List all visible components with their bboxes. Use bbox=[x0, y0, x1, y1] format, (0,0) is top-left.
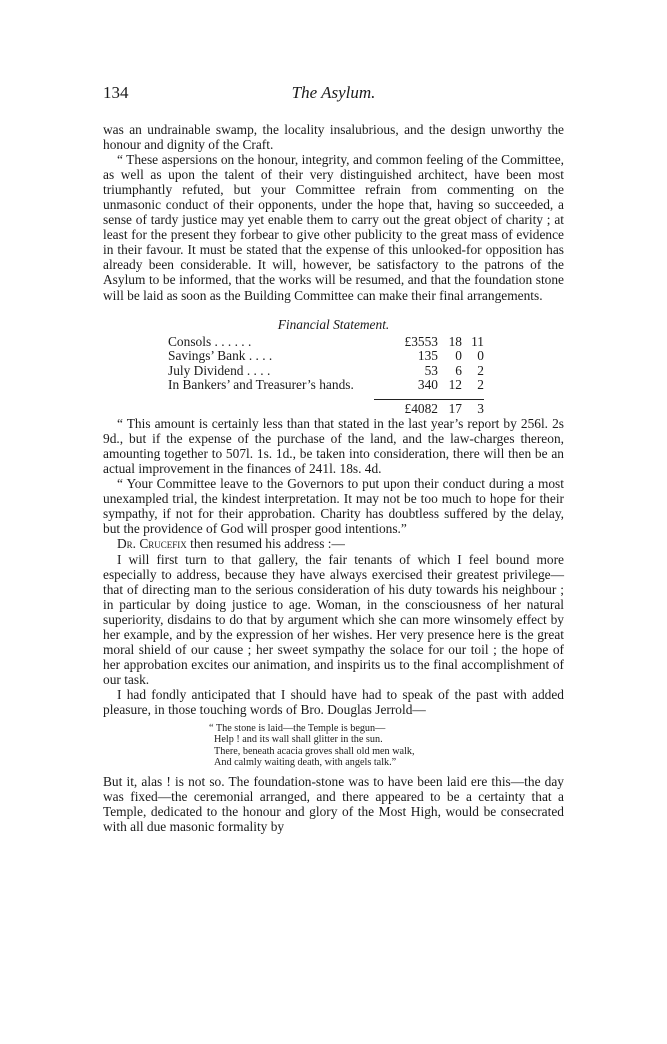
table-row bbox=[168, 335, 484, 350]
paragraph: was an undrainable swamp, the locality insalubrious, and the design unworthy the honour and dignity of the Craft. bbox=[103, 122, 564, 153]
shillings: 0 bbox=[455, 348, 462, 364]
total-row bbox=[168, 400, 484, 417]
paragraph: I will first turn to that gallery, the fair tenants of which I feel bound more especially to address, because they have always exercised their greatest privilege—that of directing man to the serious consideration of his duty towards his neighbour ; in particular by doing justice to age. Woman, in the consciousness of her natural superiority, disdains to do that by argument which she can more winsomely effect by her example, and by the expression of her wishes. Her very presence here is the great moral shield of our cause ; her sweet sympathy the solace for our toil ; the hope of her approbation excites our animation, and inspirits us to the final accomplishment of our task. bbox=[103, 551, 564, 687]
paragraph: “ Your Committee leave to the Governors to put upon their conduct during a most unexampled trial, the kindest interpretation. It may not be too much to hope for their sympathy, if not for their approbation. Charity has doubtless suffered by the delay, but the providence of God will prosper good intentions.” bbox=[103, 476, 564, 537]
financial-statement-table bbox=[168, 335, 484, 417]
pounds: 340 bbox=[417, 377, 438, 393]
pounds: £3553 bbox=[404, 333, 438, 349]
paragraph: “ This amount is certainly less than that stated in the last year’s report by 256l. 2s 9d., but if the expense of the purchase of the land, and the law-charges thereon, amounting together to 507l. 1s. 1d., be taken into consideration, there will then be an actual improvement in the finances of 241l. 18s. 4d. bbox=[103, 416, 564, 477]
total-shillings: 17 bbox=[448, 400, 462, 416]
total-pounds: £4082 bbox=[404, 400, 438, 416]
row-label: In Bankers’ and Treasurer’s hands. bbox=[168, 377, 354, 393]
paragraph: I had fondly anticipated that I should have had to speak of the past with added pleasure, in those touching words of Bro. Douglas Jerrold— bbox=[103, 686, 564, 717]
total-pence: 3 bbox=[477, 400, 484, 416]
row-label: Savings’ Bank . . . . bbox=[168, 348, 273, 364]
verse-line: And calmly waiting death, with angels talk.” bbox=[214, 756, 397, 768]
pence: 2 bbox=[477, 377, 484, 393]
pounds: 53 bbox=[424, 362, 438, 378]
pence: 11 bbox=[471, 333, 484, 349]
speaker-paragraph bbox=[103, 536, 564, 551]
verse-line: There, beneath acacia groves shall old men walk, bbox=[214, 745, 415, 757]
verse-quotation bbox=[209, 723, 564, 768]
document-page bbox=[103, 83, 564, 834]
running-title: The Asylum. bbox=[291, 83, 376, 102]
page-header bbox=[103, 83, 564, 105]
speaker-text: then resumed his address :— bbox=[186, 536, 345, 552]
paragraph: But it, alas ! is not so. The foundation-stone was to have been laid ere this—the day was fixed—the ceremonial arranged, and there appeared to be a certainty that a Temple, dedicated to the honour and glory of the Most High, would be consecrated with all due masonic formality by bbox=[103, 774, 564, 835]
shillings: 18 bbox=[448, 333, 462, 349]
pence: 2 bbox=[477, 362, 484, 378]
page-number: 134 bbox=[103, 83, 129, 102]
table-row bbox=[168, 364, 484, 379]
row-label: Consols . . . . . . bbox=[168, 333, 252, 349]
verse-line: Help ! and its wall shall glitter in the sun. bbox=[214, 734, 383, 746]
row-label: July Dividend . . . . bbox=[168, 362, 271, 378]
body-text bbox=[103, 122, 564, 834]
pounds: 135 bbox=[417, 348, 438, 364]
shillings: 12 bbox=[448, 377, 462, 393]
speaker-name: Dr. Crucefix bbox=[117, 536, 187, 552]
table-row bbox=[168, 349, 484, 364]
table-row bbox=[168, 378, 484, 393]
shillings: 6 bbox=[455, 362, 462, 378]
pence: 0 bbox=[477, 348, 484, 364]
financial-statement-title: Financial Statement. bbox=[277, 316, 390, 332]
verse-line: “ The stone is laid—the Temple is begun— bbox=[209, 723, 386, 735]
paragraph: “ These aspersions on the honour, integrity, and common feeling of the Committee, as well as upon the talent of their very distinguished architect, have been most triumphantly refuted, but your Committee refrain from commenting on the unmasonic conduct of their opponents, under the hope that, having so succeeded, a sense of tardy justice may yet enable them to carry out the great object of charity ; at least for the present they forbear to give other publicity to the great mass of evidence in their favour. It must be stated that the expense of this unlooked-for opposition has already been considerable. It will, however, be satisfactory to the patrons of the Asylum to be informed, that the works will be resumed, and that the foundation stone will be laid as soon as the Building Committee can make their final arrangements. bbox=[103, 152, 564, 303]
